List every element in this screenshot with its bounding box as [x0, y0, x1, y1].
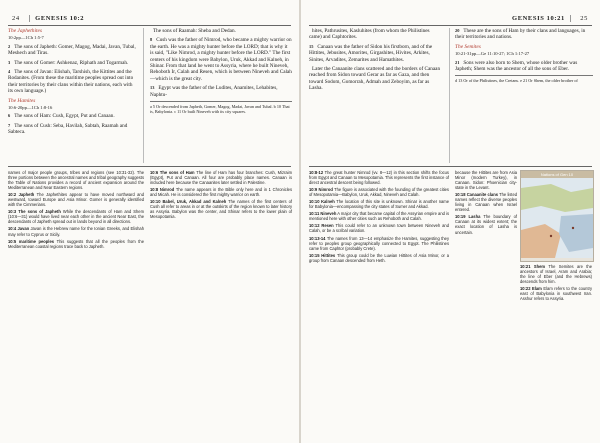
note: 10:3 The sons of Japheth While the descendants of Ham and Shem (10:6—31) would have lived near each other in the ancient Near East, the descendants of Japheth spread out in lands beyond in all directions.: [8, 209, 144, 225]
note: 10:13-14 The names from 13—14 emphasize the Hamites, suggesting they refer to peoples group geographically connected to Egypt. The Philistines came from Caphtor (probably Crete).: [309, 235, 449, 251]
verse: hites, Pathrusites, Kasluhites (from whom the Philistines came) and Caphtorites.: [309, 28, 430, 41]
divider: [570, 15, 571, 22]
note: 10:2 Japheth The Japhethites appear to have moved northward and westward, toward Europe and Asia Minor. Gomer is generally identified with the Cimmerians.: [8, 192, 144, 208]
left-page: [0, 0, 299, 443]
right-page: [301, 0, 600, 443]
map-graphic: [521, 178, 593, 258]
footnotes: d 13 Or of the Philistines, the Cretans. e 21 Or Shem, the older brother of: [455, 75, 593, 83]
footnotes: a 5 Or descended from Japheth, Gomer, Magog, Madai, Javan and Tubal. b 10 That is, Babylonia. c 11 Or built Nineveh with its city squares.: [150, 101, 292, 114]
note: 10:12 Resen This could refer to an unknown town between Nineveh and Calah, or be a scribal variation.: [309, 223, 449, 234]
right-page-number: 25: [580, 15, 588, 22]
verse: $^{21}$ Sons were also born to Shem, whose older brother was Japheth; Shem was the ancestor of all the sons of Eber.: [455, 59, 578, 73]
header-rule: [8, 25, 291, 26]
note: 10:19 Lasha The boundary of Canaan at its widest extent; the exact location of Lasha is uncertain.: [455, 214, 517, 235]
note: 10:6 The sons of Ham The line of Ham has four branches: Cush, Mizraim (Egypt), Put and Canaan. All four are probably place names. Canaan is included here because the Canaanites later settled in Palestine.: [150, 170, 292, 186]
column-divider: [449, 28, 450, 163]
verse: $^3$ The sons of Gomer: Ashkenaz, Riphath and Togarmah.: [8, 59, 129, 66]
divider: [29, 15, 30, 22]
verse: $^8$ Cush was the father of Nimrod, who became a mighty warrior on the earth. He was a mighty hunter before the LORD; that is why it is said, "Like Nimrod, a mighty hunter before the LORD." The first centers of his kingdom were Babylon, Uruk, Akkad and Kalneh, in Shinar. From that land he went to Assyria, where he built Nineveh, Rehoboth Ir, Calah and Resen, which is between Nineveh and Calah—which is the great city.: [150, 37, 292, 82]
section-reference: 10:2pp—1Ch 1:5-7: [8, 35, 44, 41]
note: 10:8 Nimrod The name appears in the Bible only here and in 1 Chronicles and Micah. He is considered the first mighty warrior on earth.: [150, 187, 292, 198]
left-column-2: [150, 28, 292, 114]
section-title: The Japhethites: [8, 28, 42, 34]
note: 10:10 Kalneh The location of this site is unknown. Shinar is another name for Babylonia—encompassing the city states of Sumer and Akkad.: [309, 199, 449, 210]
verse: $^4$ The sons of Javan: Elishah, Tarshish, the Kittites and the Rodanites. (From these the maritime peoples spread out into their territories by their clans within their nations, each with its own language.): [8, 69, 134, 95]
verse: $^{13}$ Egypt was the father of the Ludites, Anamites, Lehabites, Naphtu-: [150, 85, 278, 98]
verse: $^6$ The sons of Ham: Cush, Egypt, Put and Canaan.: [8, 113, 115, 120]
note: 10:4 Javan Javan is the Hebrew name for the Ionian Greeks, and Elishah may refer to Cyprus or Sicily.: [8, 226, 144, 237]
header-rule: [309, 25, 592, 26]
section-reference: 10:6-20pp—1Ch 1:8-16: [8, 105, 53, 111]
note: 10:15 Hittites This group could be the Luwian Hittites of Asia Minor, or a group from Canaan descended from Heth.: [309, 252, 450, 263]
left-running-head: [8, 15, 84, 22]
section-title: The Semites: [455, 43, 481, 50]
section-title: The Hamites: [8, 97, 36, 104]
study-notes-col-3: [520, 264, 592, 438]
right-column-2: [455, 28, 593, 84]
right-running-title: GENESIS 10:21: [512, 15, 565, 22]
note: 10:8-12 The great hunter Nimrod (vv. 8—12) in this section shifts the focus from Egypt and Canaan to Mesopotamia. This represents the first instance of direct ancestral descent being followed.: [309, 170, 449, 186]
note: because the Hittites are from Asia Minor (modern Turkey), in Canaan. Sidon: Phoenician city-state in the Levant.: [455, 170, 517, 191]
city-marker: [550, 235, 552, 237]
section-reference: 10:21-31pp—Ge 11:10-27; 1Ch 1:17-27: [455, 51, 530, 57]
study-notes-col-1: [8, 170, 144, 438]
right-column-1: [309, 28, 443, 95]
note: 10:9 Nimrod The figure is associated with the founding of the greatest cities of Mesopotamia—Babylon, Uruk, Akkad, Nineveh and Calah.: [309, 187, 449, 198]
verse: The sons of Raamah: Sheba and Dedan.: [153, 28, 236, 34]
column-divider: [143, 28, 144, 163]
left-running-title: GENESIS 10:2: [35, 15, 85, 22]
notes-rule: [309, 166, 592, 167]
verse: $^2$ The sons of Japheth: Gomer, Magog, Madai, Javan, Tubal, Meshech and Tiras.: [8, 43, 136, 57]
study-notes-col-2: [150, 170, 292, 438]
note: names of major people groups, tribes and regions (see 10:31-32). The three portions between the ancestral names and tribal geography suggests the Table of Nations provides a record of ancient expansion around the Mediterranean and Near Eastern regions.: [8, 170, 144, 191]
note: 10:11 Nineveh A major city that became capital of the Assyrian empire and is mentioned here with other cities such as Rehoboth and Calah.: [309, 211, 449, 222]
city-marker: [572, 227, 574, 229]
note: 10:22 Elam Elam refers to the country east of Babylonia in southwest Iran. Asshur refers to Assyria.: [520, 286, 592, 302]
note: 10:10 Babel, Uruk, Akkad and Kalneh The names of the first centers of Cush all refer to areas in or at the outskirts of the region known to later history as Assyria. Babylon was the center, and Shinar refers to the lower plain of Mesopotamia.: [150, 199, 292, 220]
verse: $^{20}$ These are the sons of Ham by their clans and languages, in their territories and nations.: [455, 28, 586, 41]
notes-rule: [8, 166, 291, 167]
study-notes-col-2: [455, 170, 517, 438]
left-page-number: 24: [12, 15, 20, 22]
note: 10:21 Shem The Semites are the ancestors of Israel, Aram and Arabia; the line of Eber (and the Hebrews) descends from him.: [520, 264, 592, 285]
verse: $^{15}$ Canaan was the father of Sidon his firstborn, and of the Hittites, Jebusites, Amorites, Girgashites, Hivites, Arkites, Sinites, Arvadites, Zemarites and Hamathites.: [309, 43, 433, 63]
right-running-head: [512, 15, 592, 22]
note: 10:18 Canaanite clans The listed names reflect the diverse peoples living in Canaan when Israel entered.: [455, 192, 518, 213]
verse: $^7$ The sons of Cush: Seba, Havilah, Sabtah, Raamah and Sabteca.: [8, 122, 128, 136]
note: 10:5 maritime peoples This suggests that all the peoples from the Mediterranean coastal regions trace back to Japheth.: [8, 238, 144, 249]
study-notes-col-1: [309, 170, 449, 438]
nations-map: [520, 170, 594, 262]
left-column-1: [8, 28, 136, 139]
verse: Later the Canaanite clans scattered and the borders of Canaan reached from Sidon toward Gerar as far as Gaza, and then toward Sodom, Gomorrah, Admah and Zeboyim, as far as Lasha.: [309, 66, 441, 92]
map-title: Nations of Gen 10: [521, 171, 593, 178]
